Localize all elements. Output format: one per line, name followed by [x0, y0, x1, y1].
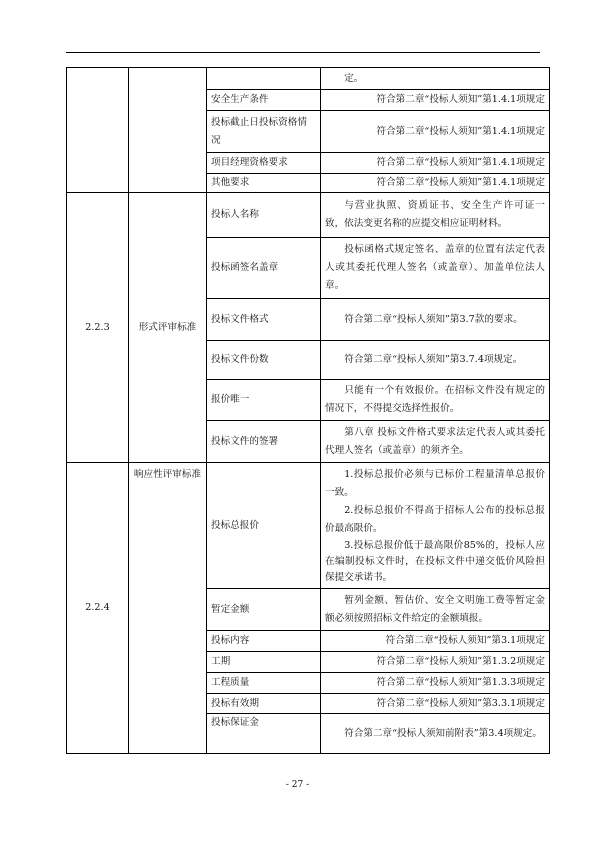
section-number-cell: 2.2.4 [67, 463, 129, 754]
standard-cell: 与营业执照、资质证书、安全生产许可证一致，依法变更名称的应提交相应证明材料。 [321, 193, 550, 238]
item-cell: 投标有效期 [207, 694, 321, 714]
item-cell: 投标文件份数 [207, 341, 321, 380]
section-number-cell: 2.2.3 [67, 193, 129, 463]
item-cell: 投标截止日投标资格情况 [207, 111, 321, 153]
item-cell: 工期 [207, 652, 321, 673]
standard-cell: 符合第二章“投标人须知”第1.4.1项规定 [321, 174, 550, 193]
table-row [67, 463, 550, 589]
standard-cell: 符合第二章“投标人须知”第1.4.1项规定 [321, 153, 550, 174]
standard-cell: 符合第二章“投标人须知”第1.4.1项规定 [321, 111, 550, 153]
standard-cell: 只能有一个有效报价。在招标文件没有规定的情况下，不得提交选择性报价。 [321, 380, 550, 421]
standard-cell: 符合第二章“投标人须知”第3.1项规定 [321, 631, 550, 652]
price-point: 2.投标总报价不得高于招标人公布的投标总报价最高限价。 [325, 504, 545, 534]
item-cell [207, 68, 321, 90]
item-cell: 投标总报价 [207, 463, 321, 589]
item-cell: 投标内容 [207, 631, 321, 652]
standard-cell: 符合第二章“投标人须知”第1.4.1项规定 [321, 90, 550, 111]
standard-cell: 符合第二章“投标人须知”第1.3.3项规定 [321, 673, 550, 694]
item-cell: 其他要求 [207, 174, 321, 193]
item-cell: 工程质量 [207, 673, 321, 694]
standard-cell: 暂列金额、暂估价、安全文明施工费等暂定金额必须按照招标文件给定的金额填报。 [321, 589, 550, 631]
section-category-cell [129, 68, 207, 193]
item-cell: 投标文件的签署 [207, 421, 321, 463]
section-category-cell: 响应性评审标准 [129, 463, 207, 754]
header-rule [66, 52, 540, 53]
section-number-cell [67, 68, 129, 193]
item-cell: 项目经理资格要求 [207, 153, 321, 174]
standard-cell: 符合第二章“投标人须知”第3.3.1项规定 [321, 694, 550, 714]
page-number: - 27 - [285, 780, 310, 790]
item-cell: 暂定金额 [207, 589, 321, 631]
item-cell: 投标保证金 [207, 714, 321, 754]
standard-cell: 定。 [321, 68, 550, 90]
standard-cell: 符合第二章“投标人须知前附表”第3.4项规定。 [321, 714, 550, 754]
price-point: 3.投标总报价低于最高限价85%的，投标人应在编制投标文件时，在投标文件中递交低价风险担保提交承诺书。 [325, 539, 545, 583]
standard-cell: 第八章 投标文件格式要求法定代表人或其委托代理人签名（或盖章）的须齐全。 [321, 421, 550, 463]
table-row [67, 68, 550, 90]
review-standards-table [66, 67, 550, 754]
price-point: 1.投标总报价必须与已标价工程量清单总报价一致。 [325, 468, 545, 498]
item-cell: 投标函签名盖章 [207, 238, 321, 299]
standard-cell [321, 463, 550, 589]
section-category-cell: 形式评审标准 [129, 193, 207, 463]
standard-cell: 符合第二章“投标人须知”第3.7.4项规定。 [321, 341, 550, 380]
standard-cell: 符合第二章“投标人须知”第1.3.2项规定 [321, 652, 550, 673]
item-cell: 投标文件格式 [207, 299, 321, 341]
standard-cell: 符合第二章“投标人须知”第3.7款的要求。 [321, 299, 550, 341]
item-cell: 投标人名称 [207, 193, 321, 238]
standard-cell: 投标函格式规定签名、盖章的位置有法定代表人或其委托代理人签名（或盖章）、加盖单位法人章。 [321, 238, 550, 299]
item-cell: 安全生产条件 [207, 90, 321, 111]
item-cell: 报价唯一 [207, 380, 321, 421]
table-row [67, 193, 550, 238]
